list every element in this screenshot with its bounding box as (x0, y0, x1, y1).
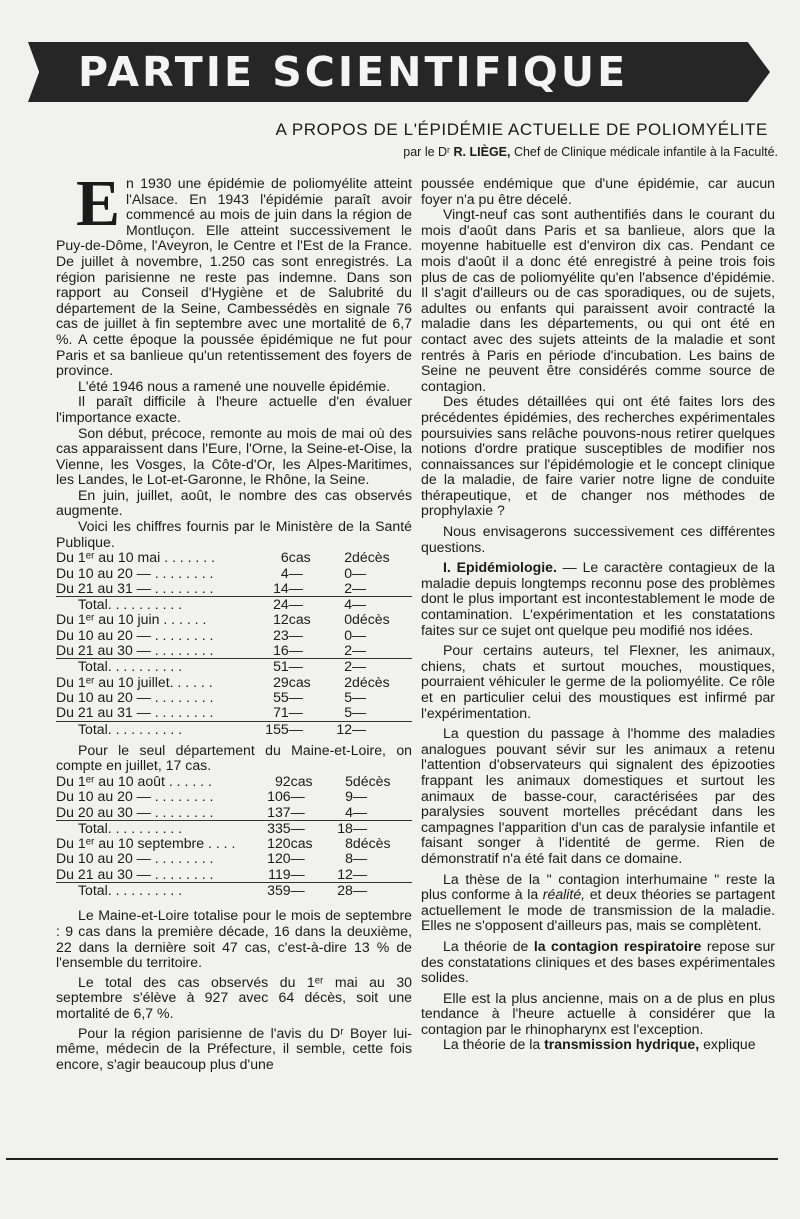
paragraph-text: La théorie de (443, 937, 534, 954)
paragraph: Pour certains auteurs, tel Flexner, les animaux, chiens, chats et surtout mouches, moustiques, pourraient véhiculer le germe de la poliomyélite. Ce rôle et en particulier celui des moustiques est infirmé par l'expérimentation. (421, 642, 775, 721)
cases-value: 51 (248, 659, 289, 675)
table-total-row (56, 597, 412, 613)
section-title: PARTIE SCIENTIFIQUE (78, 48, 629, 96)
table-row (56, 550, 412, 565)
deaths-value: 9 (345, 788, 353, 805)
article-title: A PROPOS DE L'ÉPIDÉMIE ACTUELLE DE POLIOMYÉLITE (275, 120, 768, 139)
deaths-value: 0 (344, 611, 353, 628)
period-label: Du 1ᵉʳ au 10 juin . . . . . . (56, 611, 207, 628)
deaths-unit: — (353, 883, 412, 899)
table-row (56, 774, 412, 789)
paragraph: Des études détaillées qui ont été faites lors des précédentes épidémies, des recherches expérimentales poursuivies sans relâche pouvons-nous retirer quelques notions d'ordre pratique susceptibles de modifier nos connaissances sur l'épidémologie et le concept clinique de la maladie, de faire varier notre ligne de conduite thérapeutique, et de changer nos méthodes de prophylaxie ? (421, 393, 775, 519)
table-total-row (56, 721, 412, 737)
cases-unit: — (288, 626, 303, 643)
table-row (56, 851, 412, 866)
deaths-unit: — (352, 579, 367, 596)
period-label: Du 10 au 20 — . . . . . . . . (56, 850, 214, 867)
deaths-unit: — (352, 626, 367, 643)
deaths-value: 12 (337, 865, 353, 882)
cases-table-national (56, 550, 412, 737)
deaths-value: 4 (345, 803, 353, 820)
drop-cap: E (76, 167, 121, 240)
cases-unit: — (289, 597, 325, 613)
deaths-unit: décès (352, 835, 391, 852)
deaths-unit: décès (352, 773, 391, 789)
paragraph-text: — Le caractère contagieux de la maladie depuis longtemps reconnu pose des problèmes dont le plus important est incontestablement le mode de contamination. L'expérimentation et les constatations faites sur ce sujet ont quelque peu modifié nos idées. (421, 559, 775, 638)
cases-value: 92 (274, 773, 291, 789)
deaths-value: 18 (326, 820, 353, 836)
deaths-unit: — (352, 642, 367, 659)
table-row (56, 836, 412, 851)
paragraph: Il paraît difficile à l'heure actuelle d'en évaluer l'importance exacte. (56, 393, 412, 425)
deaths-value: 5 (345, 773, 353, 789)
intro-text: n 1930 une épidémie de poliomyélite atteint l'Alsace. En 1943 l'épidémie paraît avoir commencé au mois de juin dans la région de Montluçon. Elle atteint successivement le Puy-de-Dôme, l'Aveyron, le Centre et l'Est de la France. De juillet à novembre, 1.250 cas sont enregistrés. La région parisienne ne reste pas indemne. Dans son rapport au Conseil d'Hygiène et de Salubrité du département de la Seine, Cambessédès en signale 76 cas de juillet à fin septembre avec une mortalité de 6,7 %. A cette époque la poussée épidémique ne fut pour Paris et sa banlieue qu'un retentissement des foyers de province. (56, 175, 412, 379)
period-label: Du 1ᵉʳ au 10 juillet. . . . . . (56, 673, 213, 690)
period-label: Du 21 au 31 — . . . . . . . . (56, 579, 214, 596)
paragraph (421, 1037, 775, 1053)
deaths-unit: décès (352, 673, 390, 690)
deaths-value: 0 (344, 564, 353, 581)
byline-suffix: Chef de Clinique médicale infantile à la Faculté. (510, 145, 778, 159)
byline-author: R. LIÈGE, (453, 145, 511, 159)
cases-unit: — (288, 564, 303, 581)
period-label: Du 20 au 30 — . . . . . . . . (56, 803, 214, 820)
paragraph: Pour le seul département du Maine-et-Loire, on compte en juillet, 17 cas. (56, 741, 412, 774)
paragraph: La question du passage à l'homme des maladies analogues pouvant sévir sur les animaux a retenu l'attention d'observateurs qui signalent des épizooties frappant les animaux domestiques et surtout les animaux de basse-cour, caractérisées par des paralysies souvent mortelles précédant dans les campagnes l'apparition d'un cas de paralysie infantile et faisant songer à l'identité de germe. Rien de démonstratif n'a été fait dans ce domaine. (421, 725, 775, 866)
deaths-value: 2 (324, 659, 352, 675)
deaths-value: 0 (344, 626, 353, 643)
period-label: Total. . . . . . . . . . (56, 721, 248, 737)
cases-unit: — (290, 788, 305, 805)
table-total-row (56, 883, 412, 899)
deaths-value: 4 (324, 597, 352, 613)
cases-value: 14 (273, 579, 289, 596)
deaths-value: 28 (326, 883, 353, 899)
deaths-value: 2 (344, 549, 353, 566)
cases-table-maine-et-loire (56, 774, 412, 898)
paragraph: Pour la région parisienne de l'avis du Dʳ Boyer lui-même, médecin de la Préfecture, il semble, cette fois encore, s'agir beaucoup plus d'une (56, 1024, 412, 1072)
cases-unit: — (288, 688, 303, 705)
deaths-unit: — (353, 820, 412, 836)
paragraph: Voici les chiffres fournis par le Ministère de la Santé Publique. (56, 518, 412, 550)
paragraph-text: La théorie de la (443, 1036, 545, 1053)
byline (403, 145, 778, 159)
bottom-rule (6, 1158, 778, 1160)
paragraph: Son début, précoce, remonte au mois de mai où des cas apparaissent dans l'Eure, l'Orne, la Seine-et-Oise, la Vienne, les Vosges, la Côte-d'Or, les Alpes-Maritimes, les Landes, le Lot-et-Garonne, le Rhône, la Seine. (56, 424, 412, 488)
paragraph: Le Maine-et-Loire totalise pour le mois de septembre : 9 cas dans la première décade, 16 dans la deuxième, 22 dans la dernière soit 47 cas, c'est-à-dire 13 % de l'ensemble du territoire. (56, 907, 412, 971)
cases-unit: cas (290, 835, 313, 852)
table-total-row (56, 659, 412, 675)
table-row (56, 675, 412, 690)
cases-unit: — (290, 865, 305, 882)
paragraph (421, 939, 775, 986)
deaths-unit: — (352, 865, 367, 882)
deaths-unit: — (352, 788, 367, 805)
left-column (56, 167, 412, 1072)
deaths-value: 8 (345, 850, 353, 867)
period-label: Du 10 au 20 — . . . . . . . . (56, 626, 214, 643)
cases-value: 155 (248, 721, 289, 737)
table-row (56, 612, 412, 627)
paragraph: En juin, juillet, août, le nombre des cas observés augmente. (56, 486, 412, 519)
deaths-unit: — (352, 597, 412, 613)
period-label: Du 21 au 30 — . . . . . . . . (56, 642, 214, 659)
table-row (56, 566, 412, 581)
cases-unit: — (291, 820, 326, 836)
period-label: Du 21 au 31 — . . . . . . . . (56, 704, 214, 721)
cases-unit: cas (290, 773, 313, 789)
cases-value: 12 (273, 611, 289, 628)
cases-value: 71 (273, 704, 289, 721)
deaths-unit: — (352, 688, 367, 705)
cases-unit: — (288, 704, 303, 721)
deaths-value: 5 (344, 688, 353, 705)
cases-unit: cas (288, 673, 311, 690)
deaths-unit: — (352, 564, 367, 581)
cases-unit: — (290, 850, 305, 867)
deaths-value: 12 (324, 721, 352, 737)
paragraph: Nous envisagerons successivement ces différentes questions. (421, 523, 775, 555)
cases-unit: — (289, 721, 325, 737)
deaths-unit: — (352, 721, 412, 737)
cases-unit: — (288, 642, 303, 659)
paragraph-text: La thèse de la " contagion interhumaine " reste la plus conforme à la (421, 870, 775, 903)
paragraph: Vingt-neuf cas sont authentifiés dans le courant du mois d'août dans Paris et sa banlieue, alors que la moyenne habituelle est d'environ dix cas. Pendant ce mois d'août il a donc été enregistré à peine trois fois plus de cas de poliomyélite qu'en l'absence d'épidémie. Il s'agit d'ailleurs ou de cas sporadiques, ou de sujets, adultes ou enfants qui paraissent avoir contracté la maladie dans les départements, ou qui ont été en contact avec des sujets atteints de la maladie et sont rentrés à Paris en période d'incubation. Les bains de Seine ne peuvent être considérés comme source de contagion. (421, 206, 775, 394)
paragraph-text: repose sur des constatations cliniques et des bases expérimentales solides. (421, 937, 775, 986)
emphasis: réalité, (542, 886, 586, 903)
table-row (56, 867, 412, 883)
byline-prefix: par le Dʳ (403, 145, 454, 159)
epidemiology-paragraph (421, 560, 775, 638)
period-label: Du 10 au 20 — . . . . . . . . (56, 688, 214, 705)
deaths-unit: — (352, 704, 367, 721)
right-column (421, 176, 775, 1053)
bold-term: transmission hydrique, (544, 1036, 700, 1053)
cases-value: 16 (273, 642, 289, 659)
period-label: Total. . . . . . . . . . (56, 820, 251, 836)
cases-value: 29 (273, 673, 289, 690)
cases-unit: — (291, 883, 326, 899)
table-total-row (56, 820, 412, 836)
table-row (56, 628, 412, 643)
table-row (56, 789, 412, 804)
paragraph: Le total des cas observés du 1ᵉʳ mai au 30 septembre s'élève à 927 avec 64 décès, soit une mortalité de 6,7 %. (56, 973, 412, 1021)
cases-value: 119 (268, 865, 291, 882)
table-row (56, 705, 412, 721)
paragraph: Elle est la plus ancienne, mais on a de plus en plus tendance à l'heure actuelle à considérer que la contagion par le rhinopharynx est l'exception. (421, 989, 775, 1037)
period-label: Total. . . . . . . . . . (56, 883, 251, 899)
period-label: Total. . . . . . . . . . (56, 659, 248, 675)
cases-value: 6 (280, 549, 289, 566)
cases-value: 4 (280, 564, 289, 581)
cases-value: 137 (267, 803, 291, 820)
cases-value: 120 (267, 850, 291, 867)
deaths-value: 5 (344, 704, 353, 721)
cases-unit: — (289, 659, 325, 675)
paragraph (421, 872, 775, 934)
deaths-unit: — (352, 803, 367, 820)
cases-unit: — (290, 803, 305, 820)
deaths-value: 8 (345, 835, 353, 852)
cases-unit: cas (288, 611, 311, 628)
period-label: Du 1ᵉʳ au 10 août . . . . . . (56, 773, 212, 789)
table-row (56, 690, 412, 705)
deaths-value: 2 (344, 642, 353, 659)
period-label: Du 10 au 20 — . . . . . . . . (56, 564, 214, 581)
period-label: Total. . . . . . . . . . (56, 597, 248, 613)
deaths-unit: décès (352, 611, 390, 628)
intro-paragraph (56, 167, 412, 379)
cases-unit: cas (288, 549, 311, 566)
period-label: Du 1ᵉʳ au 10 mai . . . . . . . (56, 549, 216, 566)
paragraph-text: et deux théories se partagent actuellement le mode de transmission de la maladie. Elles ne s'opposent d'ailleurs pas, mais se complètent. (421, 886, 775, 934)
paragraph-text: explique (699, 1036, 756, 1053)
cases-value: 335 (251, 820, 291, 836)
period-label: Du 21 au 30 — . . . . . . . . (56, 865, 214, 882)
cases-value: 106 (267, 788, 291, 805)
table-row (56, 643, 412, 659)
cases-unit: — (288, 579, 303, 596)
section-heading: I. Epidémiologie. (443, 559, 557, 576)
cases-value: 120 (267, 835, 291, 852)
deaths-unit: — (352, 659, 412, 675)
paragraph: poussée endémique que d'une épidémie, car aucun foyer n'a pu être décelé. (421, 175, 775, 207)
table-row (56, 581, 412, 597)
deaths-unit: décès (352, 549, 390, 566)
table-row (56, 805, 412, 821)
cases-value: 359 (251, 883, 291, 899)
period-label: Du 10 au 20 — . . . . . . . . (56, 788, 214, 805)
cases-value: 55 (273, 688, 289, 705)
period-label: Du 1ᵉʳ au 10 septembre . . . . (56, 835, 236, 852)
bold-term: la contagion respiratoire (533, 937, 702, 954)
cases-value: 24 (248, 597, 289, 613)
deaths-value: 2 (344, 579, 353, 596)
deaths-value: 2 (344, 673, 353, 690)
deaths-unit: — (352, 850, 367, 867)
cases-value: 23 (273, 626, 289, 643)
paragraph: L'été 1946 nous a ramené une nouvelle épidémie. (78, 377, 391, 394)
